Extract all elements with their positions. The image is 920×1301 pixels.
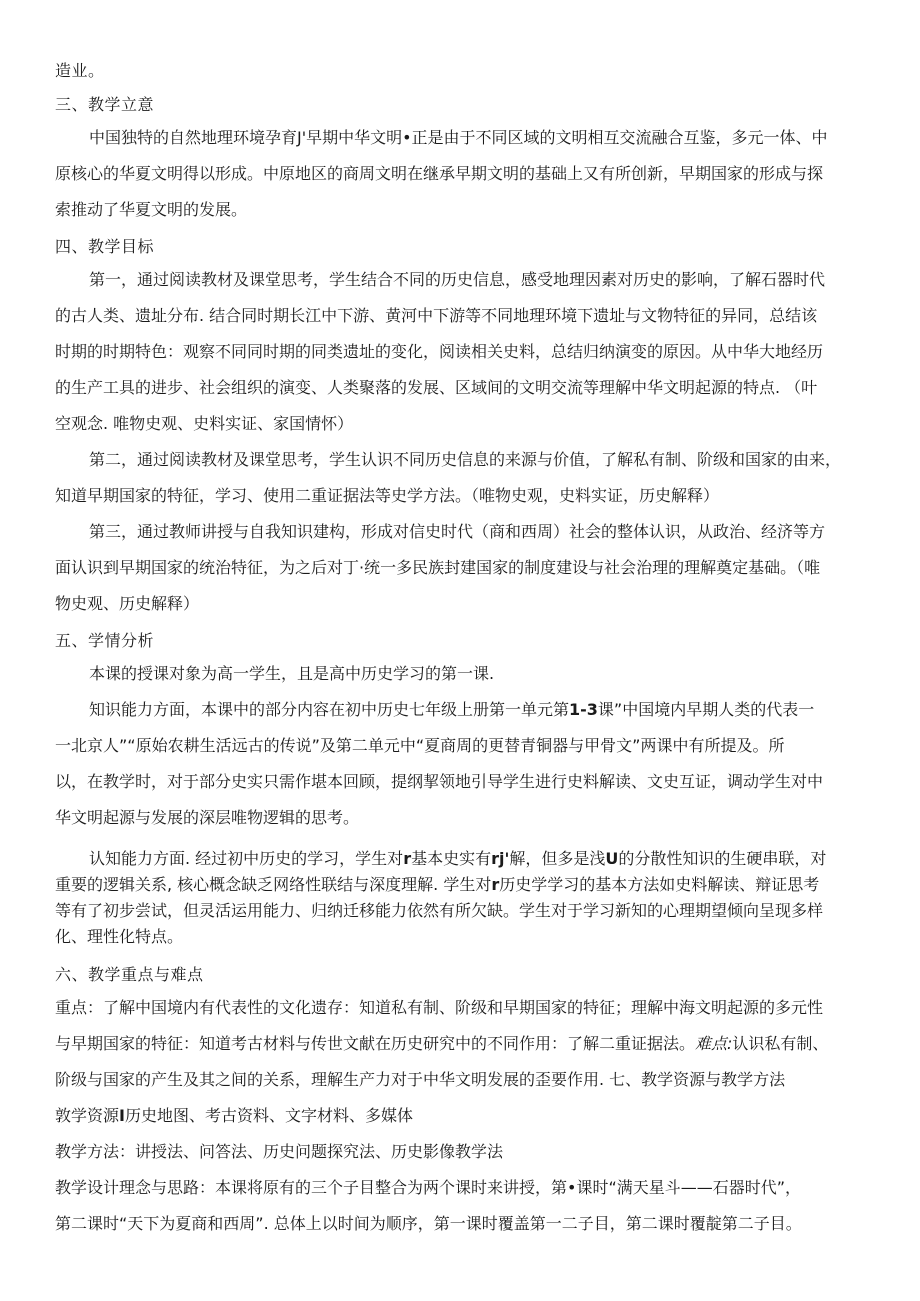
section-heading: 三、教学立意 xyxy=(55,95,155,114)
paragraph-line: 第二课时“天下为夏商和西周”. 总体上以时间为顺序，第一课时覆盖第一二子目，第二课时覆靛第二子目。 xyxy=(55,1214,802,1233)
paragraph-line: 空观念. 唯物史观、史料实证、家国情怀） xyxy=(55,414,354,433)
paragraph-line: 物史观、历史解释） xyxy=(55,594,200,613)
paragraph-line: 本课的授课对象为高一学生，且是高中历史学习的第一课. xyxy=(89,664,495,683)
paragraph-line: 阶级与国家的产生及其之间的关系，理解生产力对于中华文明发展的歪要作用. 七、教学资源与教学方法 xyxy=(55,1070,786,1089)
paragraph-line: 的生产工具的进步、社会组织的演变、人类聚落的发展、区域间的文明交流等理解中华文明起源的特点. （叶 xyxy=(55,378,818,397)
paragraph-line: 化、理性化特点。 xyxy=(55,927,184,946)
paragraph-line: 敦学资源I历史地图、考古资料、文字材料、多媒体 xyxy=(55,1106,413,1125)
paragraph-line: 的古人类、遗址分布. 结合同时期长江中下游、黄河中下游等不同地理环境下遗址与文物特征的异同，总结该 xyxy=(55,306,818,325)
paragraph-line: 索推动了华夏文明的发展。 xyxy=(55,200,248,219)
paragraph-line: 第二，通过阅读教材及课堂思考，学生认识不同历史信息的来源与价值，了解私有制、阶级和国家的由来， xyxy=(89,450,842,469)
paragraph-line: 第三，通过教师讲授与自我知识建构，形成对信史时代（商和西周）社会的整体认识，从政治、经济等方 xyxy=(89,522,826,541)
section-heading: 五、学情分析 xyxy=(55,631,155,650)
paragraph-line: 时期的时期特色：观察不同同时期的同类遗址的变化，阅读相关史料，总结归纳演变的原因。从中华大地经历 xyxy=(55,342,824,361)
paragraph-line: 认知能力方面. 经过初中历史的学习，学生对r基本史实有rj'解，但多是浅U的分散性知识的生硬串联，对 xyxy=(89,849,827,868)
paragraph-line: 中国独特的自然地理环境孕育J'早期中华文明•正是由于不同区域的文明相互交流融合互鉴，多元一体、中 xyxy=(89,128,828,147)
paragraph-line: 等有了初步尝试，但灵活运用能力、归纳迁移能力依然有所欠缺。学生对于学习新知的心理期望倾向呈现多样 xyxy=(55,901,824,920)
paragraph-line: 教学方法：讲授法、问答法、历史问题探究法、历史影像教学法 xyxy=(55,1142,504,1161)
paragraph-line: 第一，通过阅读教材及课堂思考，学生结合不同的历史信息，感受地理因素对历史的影响，了解石器时代 xyxy=(89,270,826,289)
paragraph-line: 与早期国家的特征：知道考古材料与传世文献在历史研究中的不同作用：了解二重证据法。难点:认识私有制、 xyxy=(55,1034,829,1053)
paragraph-line: 教学设计理念与思路：本课将原有的三个子目整合为两个课时来讲授，第•课时“满天星斗——石器时代”， xyxy=(55,1178,802,1197)
paragraph-line: 知识能力方面，本课中的部分内容在初中历史七年级上册第一单元第1-3课”中国境内早期人类的代表一 xyxy=(89,700,815,719)
paragraph-line: 重点：了解中国境内有代表性的文化遗存：知道私有制、阶级和早期国家的特征；理解中海文明起源的多元性 xyxy=(55,998,824,1017)
section-heading: 四、教学目标 xyxy=(55,237,155,256)
section-heading: 六、教学重点与难点 xyxy=(55,965,204,984)
paragraph-line: 一北京人”“原始农耕生活远古的传说”及第二单元中“夏商周的更替青铜器与甲骨文”两课中有所提及。所 xyxy=(55,736,785,755)
paragraph-line: 原核心的华夏文明得以形成。中原地区的商周文明在继承早期文明的基础上又有所创新，早期国家的形成与探 xyxy=(55,164,824,183)
paragraph-line: 重要的逻辑关系, 核心概念缺乏网络性联结与深度理解. 学生对r历史学学习的基本方法如史料解读、辩证思考 xyxy=(55,875,820,894)
text-line: 造业。 xyxy=(55,61,105,80)
paragraph-line: 知道早期国家的特征，学习、使用二重证据法等史学方法。（唯物史观，史料实证，历史解释） xyxy=(55,486,720,505)
paragraph-line: 面认识到早期国家的统治特征，为之后对丁·统一多民族封建国家的制度建设与社会治理的理解奠定基础。（唯 xyxy=(55,558,821,577)
paragraph-line: 以，在教学时，对于部分史实只需作堪本回顾，提纲挈领地引导学生进行史料解读、文史互证，调动学生对中 xyxy=(55,772,824,791)
paragraph-line: 华文明起源与发展的深层唯物逻辑的思考。 xyxy=(55,808,360,827)
